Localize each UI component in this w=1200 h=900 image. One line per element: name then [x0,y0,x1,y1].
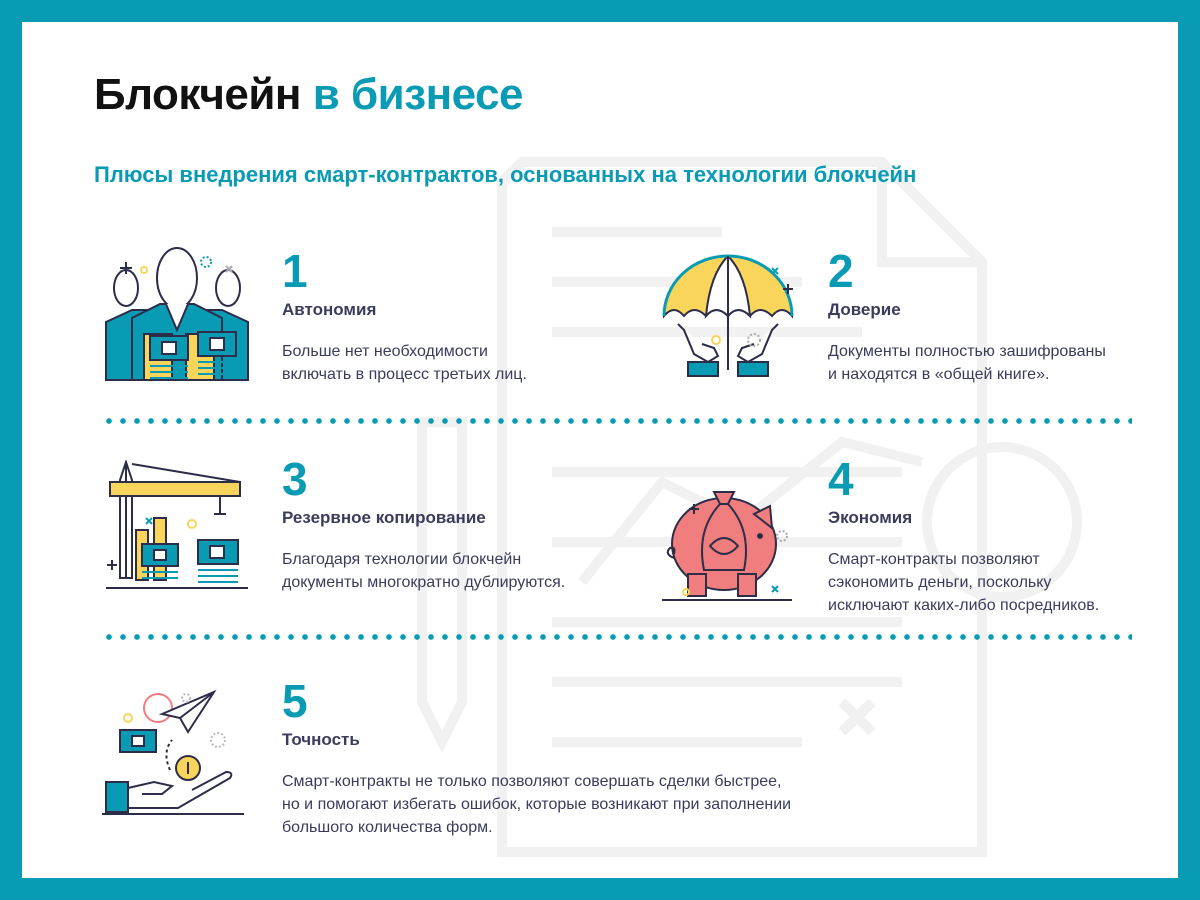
page-subtitle: Плюсы внедрения смарт-контрактов, основанных на технологии блокчейн [94,162,917,187]
item-title-3: Резервное копирование [282,508,486,527]
item-title-1: Автономия [282,300,377,319]
section-divider-1 [102,418,1132,424]
item-number-4: 4 [828,453,854,505]
item-text-2: Документы полностью зашифрованы и находятся в «общей книге». [828,343,1106,383]
item-number-1: 1 [282,245,308,297]
crane-icon [102,460,252,592]
page-title: Блокчейн в бизнесе [94,70,523,119]
item-text-4: Смарт-контракты позволяют сэкономить деньги, поскольку исключают каких-либо посредников. [828,551,1100,614]
item-text-3: Благодаря технологии блокчейн документы многократно дублируются. [282,551,566,591]
item-title-5: Точность [282,730,360,749]
item-title-4: Экономия [828,508,913,527]
item-title-2: Доверие [828,300,901,319]
item-number-3: 3 [282,453,308,505]
hand-coin-plane-icon [102,682,252,816]
people-icon [102,240,252,382]
umbrella-hands-icon [658,244,798,384]
item-number-5: 5 [282,675,308,727]
piggy-bank-icon [662,474,792,604]
item-text-5: Смарт-контракты не только позволяют совершать сделки быстрее, но и помогают избегать ошибок, которые возникают при заполнении большого количества форм. [282,773,792,836]
infographic-canvas [22,22,1178,878]
item-number-2: 2 [828,245,854,297]
item-text-1: Больше нет необходимости включать в процесс третьих лиц. [282,343,527,383]
section-divider-2 [102,634,1132,640]
